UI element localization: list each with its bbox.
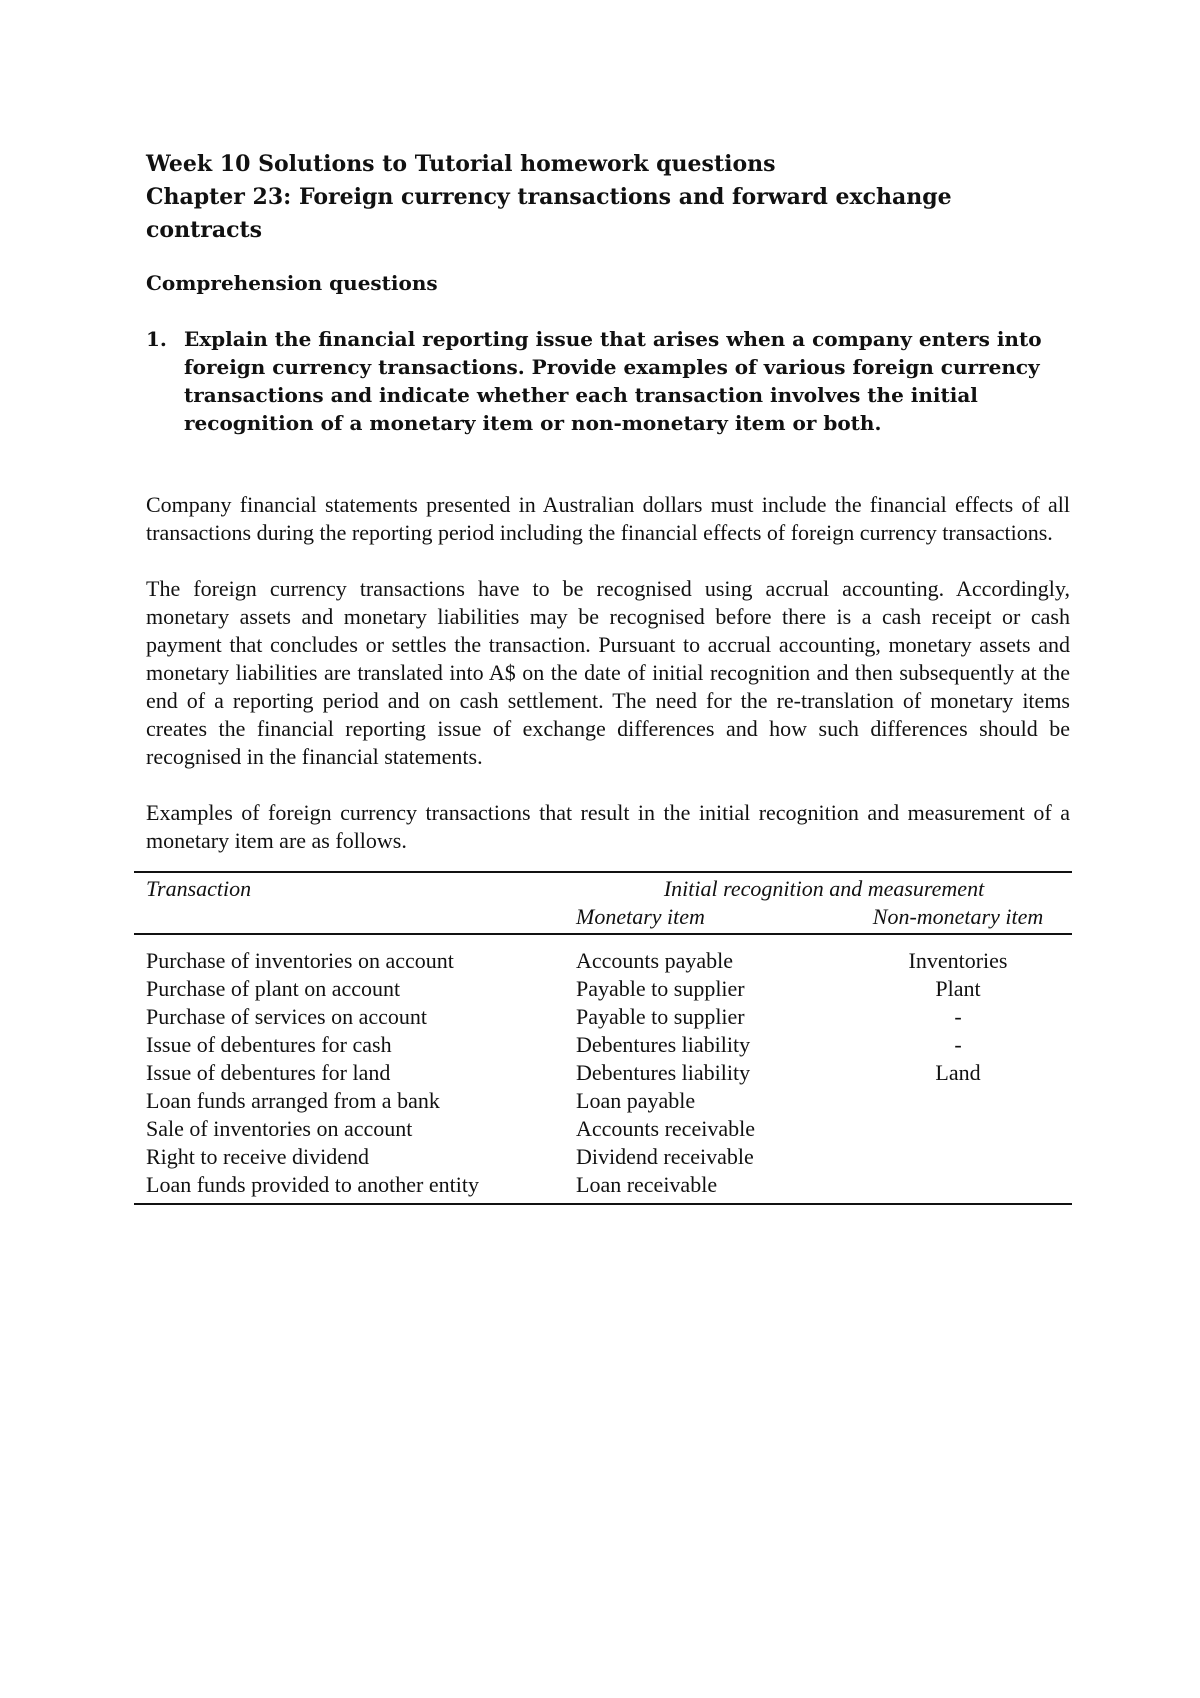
table-header-row <box>134 872 1072 903</box>
non-monetary-item-cell: - <box>954 1004 962 1029</box>
transactions-table <box>134 871 1072 1205</box>
non-monetary-item-cell <box>844 1115 1072 1143</box>
question-item <box>146 325 1070 437</box>
transaction-cell: Purchase of services on account <box>146 1004 428 1029</box>
page-content <box>146 148 1070 1205</box>
table-row <box>134 1087 1072 1115</box>
transaction-cell: Loan funds arranged from a bank <box>146 1088 440 1113</box>
question-text: Explain the financial reporting issue that arises when a company enters into foreign currency transactions. Provide examples of various foreign currency transactions and indicate whether each transaction involves the initial recognition of a monetary item or non-monetary item or both. <box>184 327 1042 435</box>
transaction-cell: Right to receive dividend <box>146 1144 369 1169</box>
monetary-item-cell: Debentures liability <box>576 1060 751 1085</box>
column-header-monetary: Monetary item <box>576 903 844 934</box>
table-row <box>134 1059 1072 1087</box>
table-row <box>134 1143 1072 1171</box>
table-row <box>134 1031 1072 1059</box>
monetary-item-cell: Debentures liability <box>576 1032 751 1057</box>
table-row <box>134 975 1072 1003</box>
table-row <box>134 1003 1072 1031</box>
transaction-cell: Purchase of inventories on account <box>146 948 454 973</box>
question-number: 1. <box>146 327 167 351</box>
answer-paragraph: Examples of foreign currency transactions that result in the initial recognition and measurement of a monetary item are as follows. <box>146 800 1070 853</box>
table-subheader-row <box>134 903 1072 934</box>
monetary-item-cell: Payable to supplier <box>576 1004 745 1029</box>
non-monetary-item-cell: Inventories <box>908 948 1008 973</box>
table-body <box>134 934 1072 1204</box>
monetary-item-cell: Payable to supplier <box>576 976 745 1001</box>
transaction-cell: Loan funds provided to another entity <box>134 1171 576 1204</box>
non-monetary-item-cell: Land <box>935 1060 981 1085</box>
non-monetary-item-cell: - <box>954 1032 962 1057</box>
table-row <box>134 1171 1072 1204</box>
monetary-item-cell: Loan receivable <box>576 1171 844 1204</box>
monetary-item-cell: Accounts payable <box>576 948 733 973</box>
column-group-header: Initial recognition and measurement <box>576 872 1072 903</box>
transaction-cell: Sale of inventories on account <box>146 1116 413 1141</box>
column-header-non-monetary: Non-monetary item <box>844 903 1072 934</box>
section-heading: Comprehension questions <box>146 271 438 295</box>
non-monetary-item-cell <box>844 1143 1072 1171</box>
document-title: Week 10 Solutions to Tutorial homework questions <box>146 151 776 177</box>
table-row <box>134 934 1072 975</box>
table-row <box>134 1115 1072 1143</box>
monetary-item-cell: Loan payable <box>576 1088 696 1113</box>
non-monetary-item-cell <box>844 1171 1072 1204</box>
chapter-title: Chapter 23: Foreign currency transactions and forward exchange contracts <box>146 184 952 243</box>
non-monetary-item-cell: Plant <box>935 976 981 1001</box>
monetary-item-cell: Accounts receivable <box>576 1116 755 1141</box>
transaction-cell: Issue of debentures for land <box>146 1060 391 1085</box>
transaction-cell: Issue of debentures for cash <box>146 1032 392 1057</box>
column-header-transaction: Transaction <box>134 872 576 903</box>
transaction-cell: Purchase of plant on account <box>146 976 401 1001</box>
answer-paragraph: The foreign currency transactions have to be recognised using accrual accounting. Accordingly, monetary assets and monetary liabilities may be recognised before there is a cash receipt or cash payment that concludes or settles the transaction. Pursuant to accrual accounting, monetary assets and monetary liabilities are translated into A$ on the date of initial recognition and then subsequently at the end of a reporting period and on cash settlement. The need for the re-translation of monetary items creates the financial reporting issue of exchange differences and how such differences should be recognised in the financial statements. <box>146 576 1070 769</box>
non-monetary-item-cell <box>844 1087 1072 1115</box>
answer-paragraph: Company financial statements presented in Australian dollars must include the financial effects of all transactions during the reporting period including the financial effects of foreign currency transactions. <box>146 492 1070 545</box>
monetary-item-cell: Dividend receivable <box>576 1144 754 1169</box>
